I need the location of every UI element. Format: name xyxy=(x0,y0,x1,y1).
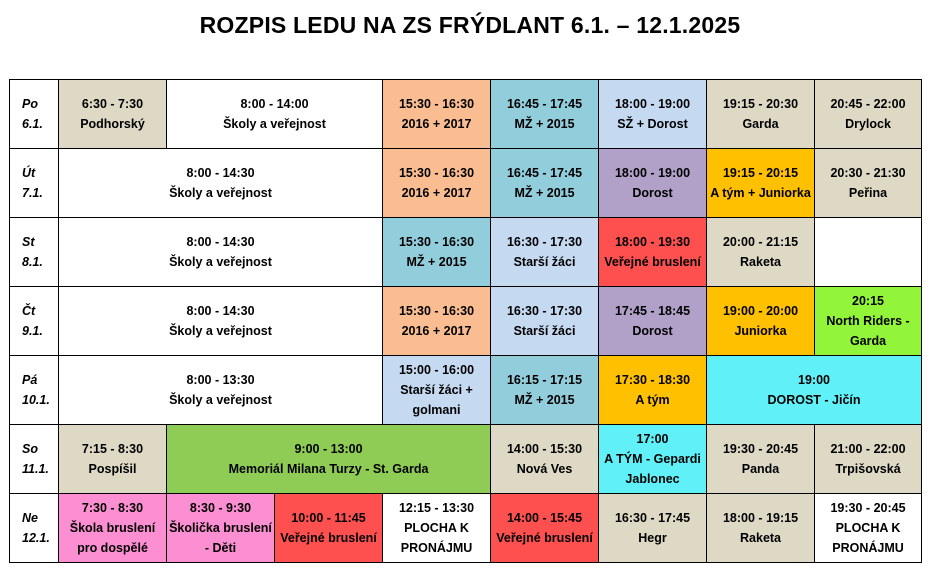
slot-name: Nová Ves xyxy=(516,462,573,476)
slot-cell xyxy=(383,494,491,563)
slot-time: 8:00 - 14:00 xyxy=(240,97,309,111)
slot-time: 8:00 - 14:30 xyxy=(186,304,255,318)
day-name: St xyxy=(22,235,35,249)
schedule-row xyxy=(10,494,922,563)
slot-name: MŽ + 2015 xyxy=(514,393,575,407)
slot-cell xyxy=(815,80,922,149)
slot-cell xyxy=(167,494,275,563)
slot-name: 2016 + 2017 xyxy=(401,324,472,338)
slot-cell xyxy=(815,149,922,218)
slot-name: Starší žáci xyxy=(513,255,576,269)
day-date: 9.1. xyxy=(22,324,43,338)
slot-time: 15:30 - 16:30 xyxy=(398,235,475,249)
slot-time: 20:00 - 21:15 xyxy=(722,235,799,249)
slot-cell xyxy=(491,80,599,149)
day-date: 8.1. xyxy=(22,255,43,269)
slot-time: 16:30 - 17:30 xyxy=(506,304,583,318)
slot-cell xyxy=(491,494,599,563)
slot-name: 2016 + 2017 xyxy=(401,186,472,200)
slot-name: Podhorský xyxy=(80,117,145,131)
slot-cell xyxy=(383,80,491,149)
slot-name: Panda xyxy=(741,462,780,476)
schedule-row xyxy=(10,149,922,218)
day-name: Ne xyxy=(22,511,38,525)
slot-cell xyxy=(599,425,707,494)
slot-cell xyxy=(59,356,383,425)
slot-name: Dorost xyxy=(632,186,673,200)
slot-name: Školy a veřejnost xyxy=(169,255,272,269)
page-title: ROZPIS LEDU NA ZS FRÝDLANT 6.1. – 12.1.2025 xyxy=(199,12,741,38)
slot-time: 16:30 - 17:30 xyxy=(506,235,583,249)
slot-time: 20:15 xyxy=(852,294,884,308)
slot-cell xyxy=(599,218,707,287)
slot-name: North Riders - Garda xyxy=(826,314,910,348)
slot-time: 8:30 - 9:30 xyxy=(189,501,252,515)
slot-name: Starší žáci + golmani xyxy=(400,383,473,417)
slot-name: PLOCHA K PRONÁJMU xyxy=(832,521,904,555)
day-date: 7.1. xyxy=(22,186,43,200)
slot-cell xyxy=(383,287,491,356)
slot-name: Školy a veřejnost xyxy=(169,186,272,200)
day-name: Čt xyxy=(22,304,36,318)
day-cell xyxy=(10,80,59,149)
slot-cell xyxy=(167,80,383,149)
slot-cell xyxy=(707,149,815,218)
slot-cell xyxy=(59,494,167,563)
slot-cell xyxy=(275,494,383,563)
slot-cell xyxy=(491,218,599,287)
slot-cell xyxy=(707,80,815,149)
slot-name: Veřejné bruslení xyxy=(280,531,377,545)
schedule-row xyxy=(10,80,922,149)
slot-time: 17:45 - 18:45 xyxy=(614,304,691,318)
slot-name: Hegr xyxy=(638,531,667,545)
day-name: Pá xyxy=(22,373,38,387)
slot-name: MŽ + 2015 xyxy=(514,117,575,131)
slot-cell xyxy=(491,149,599,218)
day-date: 6.1. xyxy=(22,117,43,131)
slot-time: 18:00 - 19:30 xyxy=(614,235,691,249)
slot-cell xyxy=(59,80,167,149)
slot-cell xyxy=(707,356,922,425)
slot-time: 19:30 - 20:45 xyxy=(830,501,906,515)
slot-time: 15:30 - 16:30 xyxy=(398,166,475,180)
slot-name: DOROST - Jičín xyxy=(767,393,861,407)
slot-cell xyxy=(59,218,383,287)
day-cell xyxy=(10,494,59,563)
slot-time: 16:15 - 17:15 xyxy=(506,373,583,387)
slot-name: SŽ + Dorost xyxy=(617,117,688,131)
slot-cell xyxy=(383,356,491,425)
day-name: So xyxy=(22,442,38,456)
day-cell xyxy=(10,287,59,356)
slot-time: 8:00 - 14:30 xyxy=(186,166,255,180)
schedule-row xyxy=(10,425,922,494)
slot-name: Starší žáci xyxy=(513,324,576,338)
slot-name: Veřejné bruslení xyxy=(496,531,593,545)
slot-time: 10:00 - 11:45 xyxy=(291,511,366,525)
slot-cell xyxy=(167,425,491,494)
day-name: Út xyxy=(22,166,36,180)
slot-name: Školy a veřejnost xyxy=(169,324,272,338)
slot-time: 12:15 - 13:30 xyxy=(398,501,475,515)
slot-time: 8:00 - 13:30 xyxy=(186,373,255,387)
slot-time: 19:15 - 20:15 xyxy=(722,166,799,180)
slot-cell xyxy=(815,287,922,356)
slot-time: 9:00 - 13:00 xyxy=(294,442,363,456)
slot-time: 7:30 - 8:30 xyxy=(81,501,144,515)
slot-name: Dorost xyxy=(632,324,673,338)
slot-name: PLOCHA K PRONÁJMU xyxy=(400,521,473,555)
slot-name: Veřejné bruslení xyxy=(604,255,701,269)
schedule-row xyxy=(10,356,922,425)
slot-name: 2016 + 2017 xyxy=(401,117,472,131)
slot-time: 16:45 - 17:45 xyxy=(506,97,583,111)
slot-time: 6:30 - 7:30 xyxy=(81,97,144,111)
slot-time: 18:00 - 19:15 xyxy=(722,511,799,525)
slot-cell xyxy=(707,494,815,563)
slot-cell xyxy=(599,287,707,356)
day-cell xyxy=(10,356,59,425)
slot-time: 16:30 - 17:45 xyxy=(614,511,691,525)
day-cell xyxy=(10,218,59,287)
slot-name: MŽ + 2015 xyxy=(514,186,575,200)
slot-cell xyxy=(707,287,815,356)
slot-cell xyxy=(599,80,707,149)
slot-cell xyxy=(815,218,922,287)
slot-name: Memoriál Milana Turzy - St. Garda xyxy=(228,462,429,476)
slot-name: Pospíšil xyxy=(88,462,137,476)
slot-time: 16:45 - 17:45 xyxy=(506,166,583,180)
slot-cell xyxy=(59,287,383,356)
day-cell xyxy=(10,425,59,494)
slot-cell xyxy=(599,149,707,218)
day-cell xyxy=(10,149,59,218)
slot-cell xyxy=(815,494,922,563)
slot-time: 19:00 xyxy=(798,373,830,387)
slot-time: 17:00 xyxy=(636,432,669,446)
slot-time: 19:00 - 20:00 xyxy=(722,304,799,318)
slot-time: 21:00 - 22:00 xyxy=(830,442,906,456)
slot-time: 18:00 - 19:00 xyxy=(614,166,691,180)
slot-cell xyxy=(815,425,922,494)
day-date: 12.1. xyxy=(22,531,50,545)
slot-time: 19:15 - 20:30 xyxy=(722,97,799,111)
schedule-body xyxy=(10,80,922,563)
slot-cell xyxy=(707,218,815,287)
slot-name: Škola bruslení pro dospělé xyxy=(69,521,156,555)
slot-cell xyxy=(599,494,707,563)
slot-name: Školy a veřejnost xyxy=(223,117,326,131)
slot-time: 14:00 - 15:45 xyxy=(506,511,583,525)
slot-cell xyxy=(707,425,815,494)
slot-cell xyxy=(491,287,599,356)
day-date: 11.1. xyxy=(22,462,49,476)
slot-name: Raketa xyxy=(740,255,782,269)
slot-cell xyxy=(59,149,383,218)
slot-time: 14:00 - 15:30 xyxy=(506,442,583,456)
slot-time: 15:30 - 16:30 xyxy=(398,97,475,111)
slot-name: A tým + Juniorka xyxy=(710,186,811,200)
slot-name: Trpišovská xyxy=(835,462,901,476)
day-name: Po xyxy=(22,97,38,111)
slot-name: A TÝM - Gepardi Jablonec xyxy=(604,452,701,486)
slot-time: 18:00 - 19:00 xyxy=(614,97,691,111)
slot-name: Drylock xyxy=(845,117,891,131)
slot-time: 19:30 - 20:45 xyxy=(722,442,799,456)
schedule-row xyxy=(10,218,922,287)
slot-cell xyxy=(383,149,491,218)
slot-cell xyxy=(491,425,599,494)
slot-cell xyxy=(59,425,167,494)
slot-name: Peřina xyxy=(848,186,888,200)
slot-time: 15:00 - 16:00 xyxy=(398,363,475,377)
schedule-row xyxy=(10,287,922,356)
slot-name: Raketa xyxy=(740,531,782,545)
slot-name: MŽ + 2015 xyxy=(406,255,467,269)
slot-name: Garda xyxy=(742,117,779,131)
slot-cell xyxy=(599,356,707,425)
slot-time: 15:30 - 16:30 xyxy=(398,304,475,318)
slot-name: Juniorka xyxy=(734,324,787,338)
slot-time: 17:30 - 18:30 xyxy=(614,373,691,387)
day-date: 10.1. xyxy=(22,393,50,407)
slot-time: 20:45 - 22:00 xyxy=(830,97,906,111)
ice-schedule-table xyxy=(9,79,922,563)
slot-name: Školy a veřejnost xyxy=(169,393,272,407)
slot-cell xyxy=(491,356,599,425)
slot-name: A tým xyxy=(635,393,670,407)
slot-time: 20:30 - 21:30 xyxy=(830,166,906,180)
slot-time: 7:15 - 8:30 xyxy=(81,442,144,456)
slot-time: 8:00 - 14:30 xyxy=(186,235,255,249)
slot-name: Školička bruslení - Děti xyxy=(169,521,272,555)
slot-cell xyxy=(383,218,491,287)
